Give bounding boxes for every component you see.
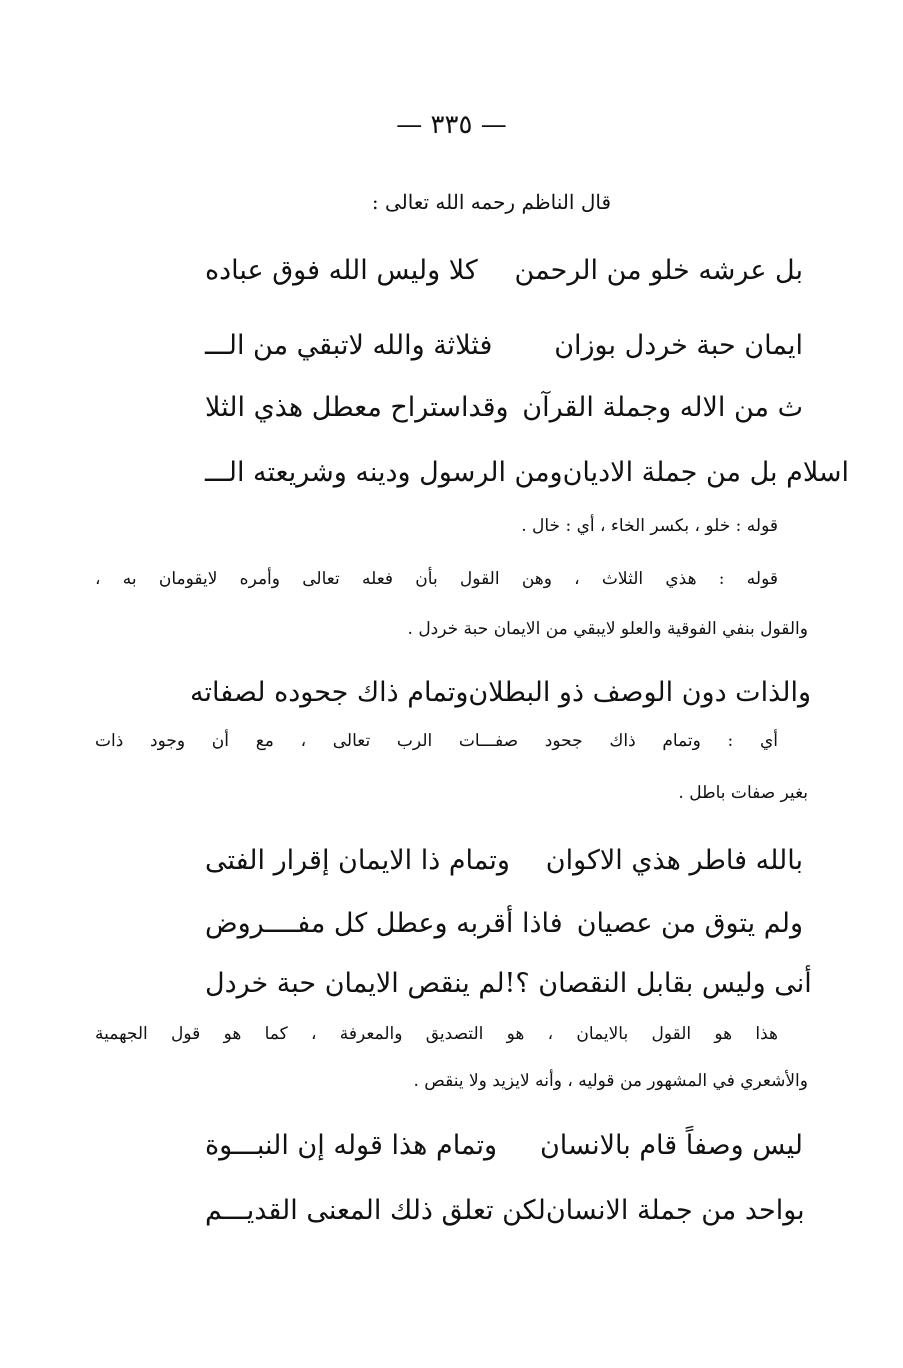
commentary-line: هذا هو القول بالايمان ، هو التصديق والمعرفة ، كما هو قول الجهمية <box>95 1024 778 1044</box>
verse-first-hemistich: ومن الرسول ودينه وشريعته الـــ <box>205 456 563 488</box>
verse-first-hemistich: كلا وليس الله فوق عباده <box>205 254 478 286</box>
verse-second-hemistich: ث من الاله وجملة القرآن <box>522 391 803 423</box>
verse-first-hemistich: وتمام ذاك جحوده لصفاته <box>190 676 469 708</box>
commentary-line: والقول بنفي الفوقية والعلو لايبقي من الايمان حبة خردل . <box>407 619 808 639</box>
verse-second-hemistich: ولم يتوق من عصيان <box>576 907 803 939</box>
verse-line <box>205 898 803 948</box>
verse-line <box>205 382 803 432</box>
commentary-line: أي : وتمام ذاك جحود صفـــات الرب تعالى ، مع أن وجود ذات <box>95 731 778 751</box>
commentary-line: والأشعري في المشهور من قوليه ، وأنه لايزيد ولا ينقص . <box>413 1071 808 1091</box>
verse-second-hemistich: أنى وليس بقابل النقصان ؟! <box>504 967 812 999</box>
verse-line <box>205 447 850 497</box>
verse-line <box>205 835 803 885</box>
verse-line <box>205 1120 803 1170</box>
commentary-line: بغير صفات باطل . <box>678 783 808 803</box>
verse-line <box>190 667 812 717</box>
page-number: — ٣٣٥ — <box>396 110 507 140</box>
commentary-line: قوله : خلو ، بكسر الخاء ، أي : خال . <box>521 516 778 536</box>
verse-second-hemistich: اسلام بل من جملة الاديان <box>562 456 850 488</box>
verse-line <box>205 958 812 1008</box>
verse-intro: قال الناظم رحمه الله تعالى : <box>371 190 611 214</box>
verse-second-hemistich: بل عرشه خلو من الرحمن <box>514 254 803 286</box>
verse-line <box>205 245 803 295</box>
verse-first-hemistich: لم ينقص الايمان حبة خردل <box>205 967 505 999</box>
verse-first-hemistich: وقداستراح معطل هذي الثلا <box>205 391 509 423</box>
verse-second-hemistich: بواحد من جملة الانسان <box>545 1194 805 1226</box>
verse-second-hemistich: بالله فاطر هذي الاكوان <box>545 844 803 876</box>
verse-line <box>205 1185 803 1235</box>
verse-first-hemistich: لكن تعلق ذلك المعنى القديـــم <box>205 1194 546 1226</box>
verse-first-hemistich: فاذا أقربه وعطل كل مفــــروض <box>205 907 563 939</box>
verse-first-hemistich: وتمام ذا الايمان إقرار الفتى <box>205 844 510 876</box>
verse-second-hemistich: ايمان حبة خردل بوزان <box>554 329 803 361</box>
verse-first-hemistich: فثلاثة والله لاتبقي من الـــ <box>205 329 493 361</box>
verse-first-hemistich: وتمام هذا قوله إن النبـــوة <box>205 1129 498 1161</box>
verse-second-hemistich: والذات دون الوصف ذو البطلان <box>468 676 812 708</box>
verse-second-hemistich: ليس وصفاً قام بالانسان <box>539 1129 803 1161</box>
verse-line <box>205 320 803 370</box>
commentary-line: قوله : هذي الثلاث ، وهن القول بأن فعله تعالى وأمره لايقومان به ، <box>95 569 778 589</box>
